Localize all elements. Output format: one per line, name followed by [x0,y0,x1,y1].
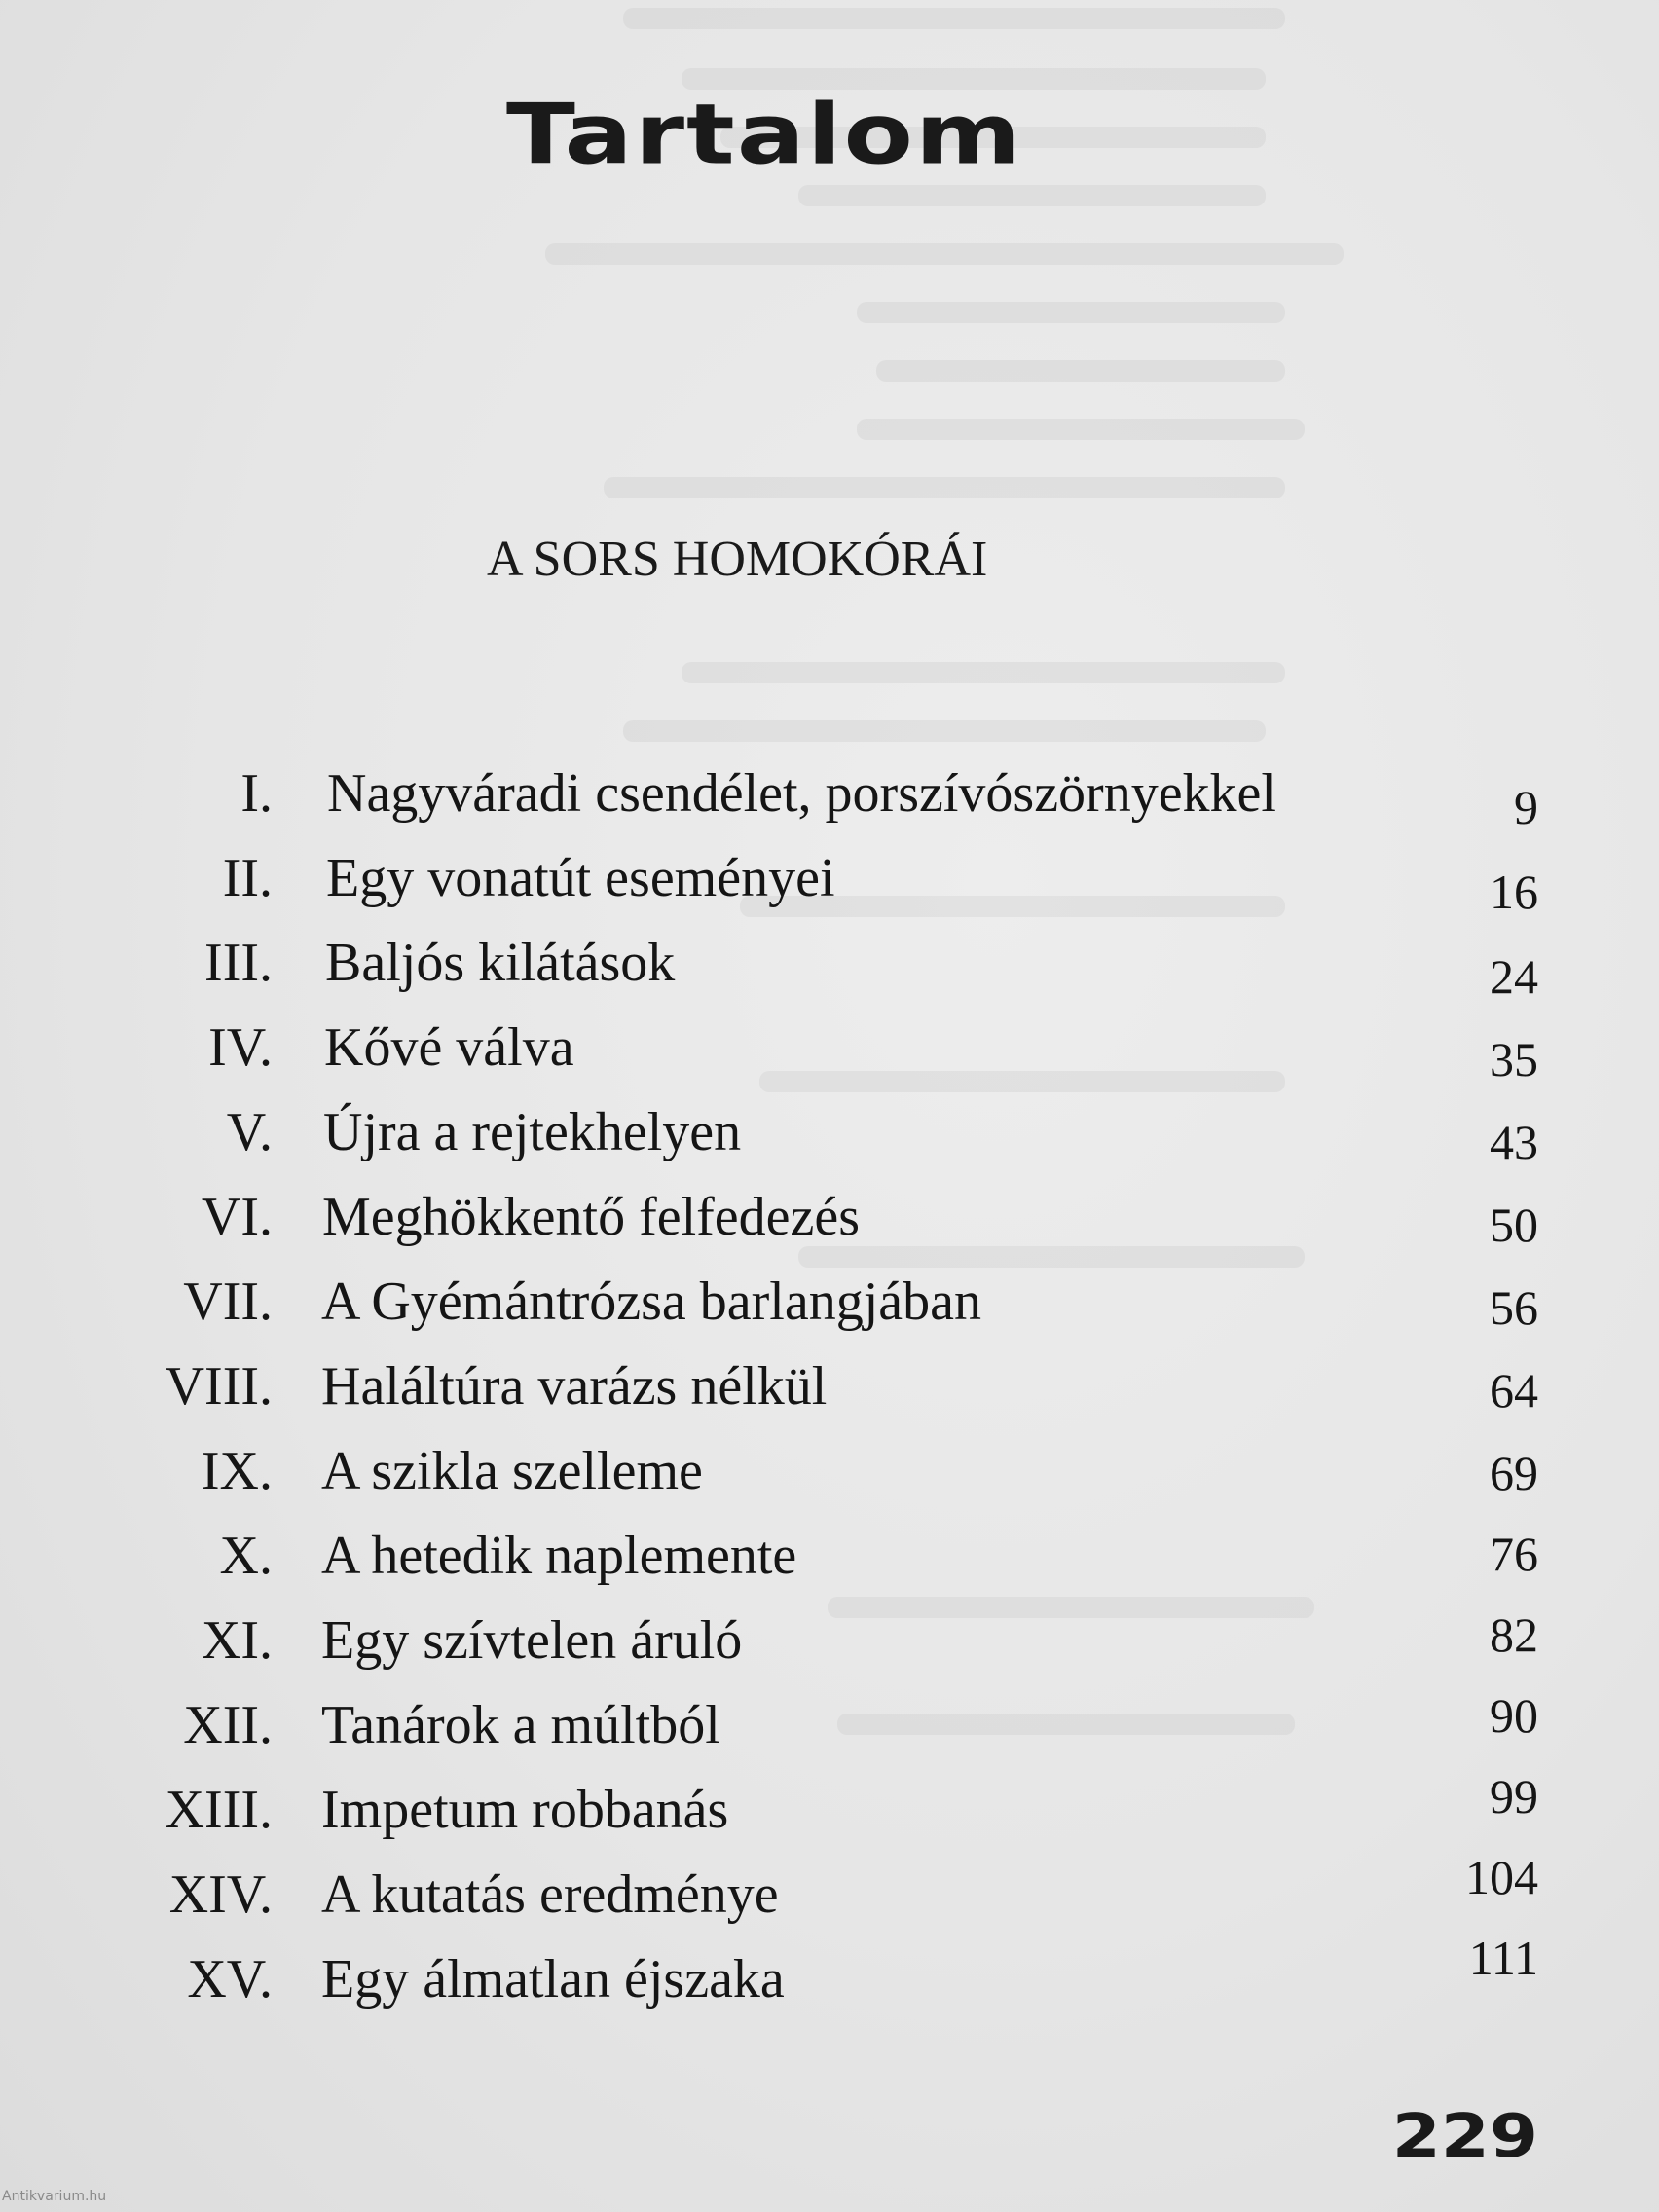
chapter-title: Nagyváradi csendélet, porszívószörnyekkel [327,763,1276,824]
chapter-title: Haláltúra varázs nélkül [321,1356,828,1417]
chapter-number: I. [240,763,273,824]
chapter-page: 111 [1468,1931,1538,1985]
chapter-number: VII. [183,1272,273,1332]
chapter-number: X. [219,1526,273,1586]
chapter-number: II. [222,848,273,908]
chapter-title: Impetum robbanás [321,1780,729,1840]
chapter-page: 9 [1514,780,1538,834]
chapter-page: 64 [1490,1363,1538,1418]
chapter-number: V. [226,1102,273,1162]
chapter-number: IX. [201,1441,273,1501]
chapter-page: 35 [1490,1032,1538,1087]
chapter-title: Újra a rejtekhelyen [323,1102,742,1162]
chapter-title: A hetedik naplemente [321,1526,797,1586]
toc-entry [0,1931,1659,2018]
chapter-number: VI. [201,1187,273,1247]
section-heading: A SORS HOMOKÓRÁI [487,532,988,587]
toc-entry [0,1602,1659,1679]
chapter-page: 16 [1490,865,1538,919]
page-title: Tartalom [506,86,1023,184]
chapter-number: XIV. [168,1864,273,1925]
chapter-title: A szikla szelleme [321,1441,703,1501]
chapter-page: 43 [1490,1115,1538,1169]
chapter-number: XII. [183,1695,273,1755]
chapter-page: 50 [1490,1198,1538,1252]
chapter-page: 24 [1490,949,1538,1004]
toc-entry [0,1686,1659,1764]
chapter-page: 104 [1465,1850,1538,1904]
toc-entry [0,1093,1659,1171]
chapter-number: III. [204,933,273,993]
chapter-title: Kővé válva [324,1017,574,1078]
chapter-title: A kutatás eredménye [321,1864,779,1925]
toc-entry [0,1009,1659,1087]
chapter-page: 69 [1490,1446,1538,1500]
chapter-title: Egy szívtelen áruló [321,1610,743,1671]
chapter-number: XI. [201,1610,273,1671]
page-number: 229 [1391,2101,1538,2171]
chapter-page: 90 [1490,1688,1538,1743]
chapter-title: Tanárok a múltból [321,1695,720,1755]
toc-entry [0,924,1659,1002]
chapter-title: Meghökkentő felfedezés [322,1187,860,1247]
chapter-number: IV. [208,1017,273,1078]
chapter-number: VIII. [165,1356,273,1417]
chapter-number: XV. [187,1949,273,2009]
toc-entry [0,1263,1659,1341]
toc-entry [0,1347,1659,1425]
chapter-page: 56 [1490,1280,1538,1335]
chapter-number: XIII. [165,1780,273,1840]
toc-entry [0,1432,1659,1510]
toc-entry [0,1517,1659,1595]
toc-entry [0,755,1659,832]
watermark: Antikvarium.hu [2,2189,107,2204]
toc-entry [0,1771,1659,1849]
chapter-title: Baljós kilátások [325,933,676,993]
chapter-title: Egy vonatút eseményei [326,848,835,908]
chapter-page: 76 [1490,1527,1538,1581]
toc-entry [0,1850,1659,1934]
toc-entry [0,839,1659,917]
chapter-page: 82 [1490,1607,1538,1662]
toc-entry [0,1178,1659,1256]
chapter-title: Egy álmatlan éjszaka [321,1949,785,2009]
chapter-title: A Gyémántrózsa barlangjában [321,1272,981,1332]
chapter-page: 99 [1490,1769,1538,1824]
